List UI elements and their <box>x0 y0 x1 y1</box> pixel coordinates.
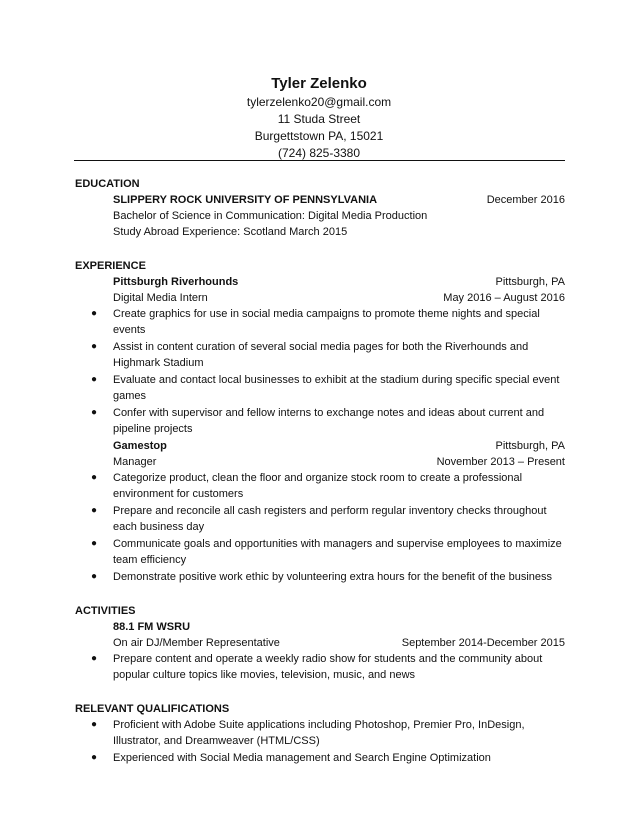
activity-role: On air DJ/Member Representative <box>113 637 280 649</box>
job-role: Manager <box>113 456 157 468</box>
phone-number: (724) 825-3380 <box>277 146 361 160</box>
section-title: EDUCATION <box>75 178 140 190</box>
street-address: 11 Studa Street <box>277 112 361 126</box>
section-title: EXPERIENCE <box>75 260 146 272</box>
job-dates: May 2016 – August 2016 <box>443 292 565 304</box>
bullet-item: ● Assist in content curation of several social media pages for both the Riverhounds and Highmark Stadium <box>91 341 529 369</box>
bullet-item: ● Create graphics for use in social media campaigns to promote theme nights and special events <box>91 308 540 336</box>
bullet-icon: ● <box>91 407 98 418</box>
bullet-item: ● Categorize product, clean the floor and organize stock room to create a professional environment for customers <box>91 472 523 500</box>
bullet-icon: ● <box>91 341 98 352</box>
job-bullets <box>75 306 565 437</box>
bullet-icon: ● <box>91 538 98 549</box>
job-location: Pittsburgh, PA <box>495 276 565 288</box>
applicant-name: Tyler Zelenko <box>271 75 367 92</box>
section-title: ACTIVITIES <box>75 605 136 617</box>
job-role: Digital Media Intern <box>113 292 208 304</box>
section-title: RELEVANT QUALIFICATIONS <box>75 703 230 715</box>
job-entry <box>75 438 565 585</box>
bullet-icon: ● <box>91 505 98 516</box>
qualification-bullets <box>75 717 565 766</box>
bullet-item: ● Confer with supervisor and fellow interns to exchange notes and ideas about current and pipeline projects <box>91 407 545 435</box>
email-address: tylerzelenko20@gmail.com <box>246 95 392 109</box>
bullet-item: ● Evaluate and contact local businesses to exhibit at the stadium during specific special event games <box>91 374 560 402</box>
resume-header <box>0 74 638 162</box>
qualifications-section <box>75 701 565 766</box>
activities-section <box>75 603 565 683</box>
job-organization: Gamestop <box>113 440 167 452</box>
study-abroad: Study Abroad Experience: Scotland March 2015 <box>113 226 348 238</box>
experience-section <box>75 258 565 585</box>
bullet-icon: ● <box>91 374 98 385</box>
activity-organization: 88.1 FM WSRU <box>113 621 191 633</box>
education-section <box>75 176 565 240</box>
city-state-zip: Burgettstown PA, 15021 <box>254 129 384 143</box>
bullet-icon: ● <box>91 308 98 319</box>
job-bullets <box>75 470 565 585</box>
job-dates: November 2013 – Present <box>436 456 565 468</box>
activity-dates: September 2014-December 2015 <box>401 637 565 649</box>
bullet-icon: ● <box>91 719 98 730</box>
job-organization: Pittsburgh Riverhounds <box>113 276 239 288</box>
graduation-date: December 2016 <box>486 194 565 206</box>
bullet-icon: ● <box>91 752 98 763</box>
bullet-icon: ● <box>91 653 98 664</box>
bullet-item: ● Prepare and reconcile all cash registers and perform regular inventory checks throughout each business day <box>91 505 547 533</box>
bullet-item: ● Demonstrate positive work ethic by volunteering extra hours for the benefit of the business <box>91 571 553 583</box>
activity-bullets <box>75 651 565 683</box>
bullet-item: ● Proficient with Adobe Suite applications including Photoshop, Premier Pro, InDesign, Illustrator, and Dreamweaver (HTML/CSS) <box>91 719 525 747</box>
bullet-item: ● Communicate goals and opportunities with managers and supervise employees to maximize team efficiency <box>91 538 562 566</box>
bullet-item: ● Experienced with Social Media management and Search Engine Optimization <box>91 752 491 764</box>
school-name: SLIPPERY ROCK UNIVERSITY OF PENNSYLVANIA <box>113 194 378 206</box>
bullet-icon: ● <box>91 472 98 483</box>
degree: Bachelor of Science in Communication: Digital Media Production <box>113 210 428 222</box>
bullet-icon: ● <box>91 571 98 582</box>
header-divider <box>74 160 565 161</box>
job-entry <box>75 274 565 437</box>
resume-body <box>75 176 565 784</box>
bullet-item: ● Prepare content and operate a weekly radio show for students and the community about popular culture topics like movies, television, music, and news <box>91 653 543 681</box>
job-location: Pittsburgh, PA <box>495 440 565 452</box>
